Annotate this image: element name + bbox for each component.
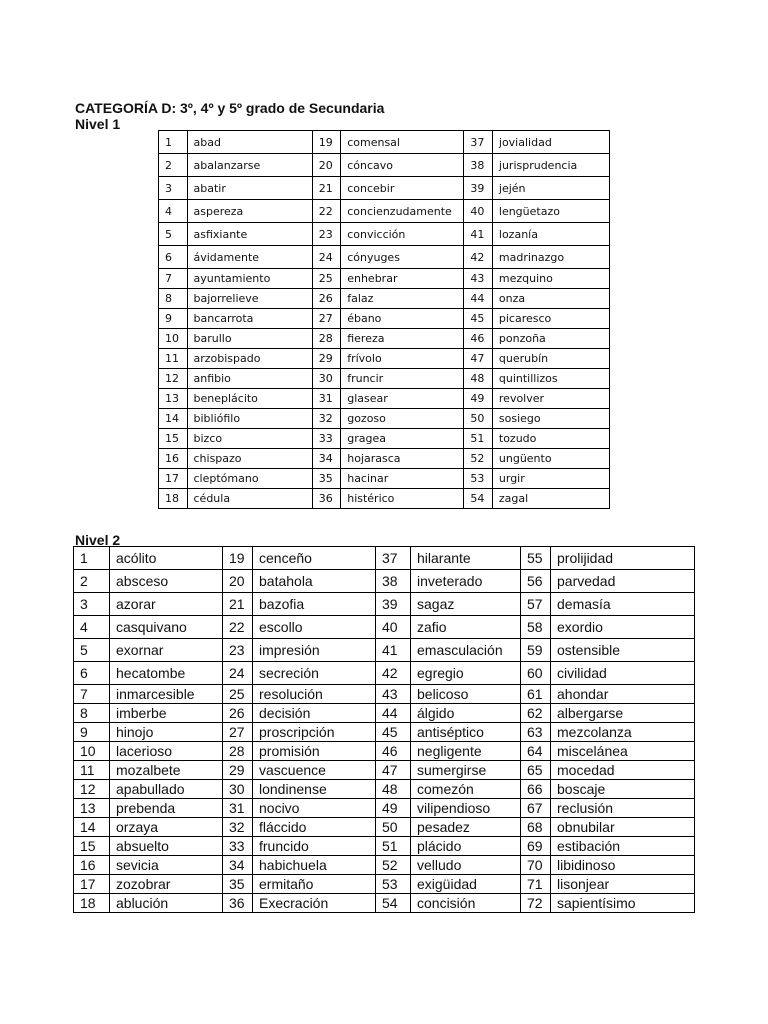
word-cell: jurisprudencia (492, 154, 609, 177)
table-row (159, 409, 610, 429)
table-row (74, 818, 695, 837)
table-row (159, 349, 610, 369)
word-number-cell: 34 (312, 449, 341, 469)
word-number-cell: 7 (74, 685, 110, 704)
word-number-cell: 30 (223, 780, 253, 799)
word-number-cell: 14 (74, 818, 110, 837)
word-cell: escollo (253, 616, 376, 639)
word-cell: antiséptico (411, 723, 521, 742)
word-number-cell: 25 (312, 269, 341, 289)
word-number-cell: 45 (376, 723, 411, 742)
word-cell: obnubilar (551, 818, 695, 837)
word-number-cell: 19 (312, 131, 341, 154)
word-cell: estibación (551, 837, 695, 856)
word-number-cell: 51 (464, 429, 493, 449)
word-cell: cóncavo (341, 154, 464, 177)
word-cell: velludo (411, 856, 521, 875)
table-row (74, 742, 695, 761)
word-number-cell: 21 (223, 593, 253, 616)
table-row (159, 389, 610, 409)
word-cell: querubín (492, 349, 609, 369)
word-number-cell: 6 (159, 246, 188, 269)
word-cell: imberbe (110, 704, 223, 723)
word-cell: cédula (187, 489, 312, 509)
level-1-word-table (158, 130, 610, 509)
word-cell: comezón (411, 780, 521, 799)
word-number-cell: 39 (376, 593, 411, 616)
word-cell: apabullado (110, 780, 223, 799)
word-number-cell: 27 (223, 723, 253, 742)
table-row (159, 177, 610, 200)
word-cell: beneplácito (187, 389, 312, 409)
word-cell: exornar (110, 639, 223, 662)
table-row (159, 200, 610, 223)
word-cell: concebir (341, 177, 464, 200)
word-cell: fruncido (253, 837, 376, 856)
word-number-cell: 57 (521, 593, 551, 616)
level-2-word-table (73, 546, 695, 913)
word-number-cell: 11 (74, 761, 110, 780)
word-cell: resolución (253, 685, 376, 704)
word-cell: ahondar (551, 685, 695, 704)
word-number-cell: 65 (521, 761, 551, 780)
document-title: CATEGORÍA D: 3º, 4º y 5º grado de Secundaria (75, 100, 385, 116)
word-cell: sevicia (110, 856, 223, 875)
word-cell: londinense (253, 780, 376, 799)
word-cell: chispazo (187, 449, 312, 469)
word-cell: prolijidad (551, 547, 695, 570)
word-number-cell: 67 (521, 799, 551, 818)
word-number-cell: 4 (159, 200, 188, 223)
word-number-cell: 43 (376, 685, 411, 704)
word-cell: sagaz (411, 593, 521, 616)
word-cell: boscaje (551, 780, 695, 799)
word-cell: enhebrar (341, 269, 464, 289)
word-number-cell: 18 (159, 489, 188, 509)
word-number-cell: 2 (74, 570, 110, 593)
word-cell: ablución (110, 894, 223, 913)
word-number-cell: 13 (74, 799, 110, 818)
word-cell: jején (492, 177, 609, 200)
word-cell: hilarante (411, 547, 521, 570)
word-number-cell: 1 (159, 131, 188, 154)
word-number-cell: 22 (223, 616, 253, 639)
word-number-cell: 53 (464, 469, 493, 489)
word-cell: egregio (411, 662, 521, 685)
word-cell: exigüidad (411, 875, 521, 894)
word-cell: sumergirse (411, 761, 521, 780)
word-cell: miscelánea (551, 742, 695, 761)
word-cell: barullo (187, 329, 312, 349)
word-number-cell: 32 (312, 409, 341, 429)
table-row (159, 246, 610, 269)
word-number-cell: 2 (159, 154, 188, 177)
word-number-cell: 29 (223, 761, 253, 780)
word-number-cell: 29 (312, 349, 341, 369)
word-cell: arzobispado (187, 349, 312, 369)
word-number-cell: 28 (223, 742, 253, 761)
word-number-cell: 44 (376, 704, 411, 723)
word-cell: sosiego (492, 409, 609, 429)
word-number-cell: 3 (74, 593, 110, 616)
word-cell: anfibio (187, 369, 312, 389)
table-row (159, 489, 610, 509)
word-number-cell: 47 (376, 761, 411, 780)
word-number-cell: 45 (464, 309, 493, 329)
word-number-cell: 8 (74, 704, 110, 723)
word-cell: negligente (411, 742, 521, 761)
word-cell: concisión (411, 894, 521, 913)
word-number-cell: 59 (521, 639, 551, 662)
word-number-cell: 43 (464, 269, 493, 289)
word-cell: frívolo (341, 349, 464, 369)
word-cell: revolver (492, 389, 609, 409)
word-cell: lengüetazo (492, 200, 609, 223)
word-number-cell: 41 (464, 223, 493, 246)
word-number-cell: 7 (159, 269, 188, 289)
word-number-cell: 46 (464, 329, 493, 349)
word-number-cell: 64 (521, 742, 551, 761)
word-cell: hecatombe (110, 662, 223, 685)
word-cell: ponzoña (492, 329, 609, 349)
word-number-cell: 16 (74, 856, 110, 875)
table-row (159, 469, 610, 489)
word-number-cell: 56 (521, 570, 551, 593)
word-number-cell: 26 (223, 704, 253, 723)
word-cell: mezquino (492, 269, 609, 289)
word-number-cell: 20 (312, 154, 341, 177)
word-number-cell: 18 (74, 894, 110, 913)
word-number-cell: 61 (521, 685, 551, 704)
word-number-cell: 14 (159, 409, 188, 429)
word-number-cell: 24 (223, 662, 253, 685)
word-cell: impresión (253, 639, 376, 662)
word-number-cell: 66 (521, 780, 551, 799)
word-cell: exordio (551, 616, 695, 639)
table-row (159, 131, 610, 154)
word-number-cell: 32 (223, 818, 253, 837)
word-cell: mezcolanza (551, 723, 695, 742)
word-cell: aspereza (187, 200, 312, 223)
table-row (159, 369, 610, 389)
word-cell: acólito (110, 547, 223, 570)
word-number-cell: 8 (159, 289, 188, 309)
word-cell: cleptómano (187, 469, 312, 489)
word-number-cell: 48 (376, 780, 411, 799)
word-cell: absuelto (110, 837, 223, 856)
word-number-cell: 12 (159, 369, 188, 389)
word-cell: zagal (492, 489, 609, 509)
word-number-cell: 25 (223, 685, 253, 704)
word-number-cell: 35 (312, 469, 341, 489)
word-cell: glasear (341, 389, 464, 409)
word-number-cell: 9 (74, 723, 110, 742)
table-row (74, 570, 695, 593)
word-number-cell: 1 (74, 547, 110, 570)
word-cell: ostensible (551, 639, 695, 662)
word-number-cell: 22 (312, 200, 341, 223)
word-cell: gozoso (341, 409, 464, 429)
word-number-cell: 23 (312, 223, 341, 246)
word-number-cell: 47 (464, 349, 493, 369)
word-number-cell: 58 (521, 616, 551, 639)
word-cell: civilidad (551, 662, 695, 685)
table-row (159, 269, 610, 289)
word-cell: promisión (253, 742, 376, 761)
table-row (74, 616, 695, 639)
word-number-cell: 6 (74, 662, 110, 685)
word-number-cell: 35 (223, 875, 253, 894)
word-number-cell: 40 (464, 200, 493, 223)
table-row (74, 856, 695, 875)
word-cell: urgir (492, 469, 609, 489)
word-cell: bancarrota (187, 309, 312, 329)
word-number-cell: 36 (223, 894, 253, 913)
word-number-cell: 60 (521, 662, 551, 685)
word-cell: fláccido (253, 818, 376, 837)
word-number-cell: 48 (464, 369, 493, 389)
word-cell: ungüento (492, 449, 609, 469)
word-cell: vilipendioso (411, 799, 521, 818)
word-cell: inveterado (411, 570, 521, 593)
word-number-cell: 26 (312, 289, 341, 309)
word-number-cell: 62 (521, 704, 551, 723)
word-cell: álgido (411, 704, 521, 723)
word-number-cell: 34 (223, 856, 253, 875)
table-row (159, 289, 610, 309)
word-cell: bajorrelieve (187, 289, 312, 309)
word-cell: hinojo (110, 723, 223, 742)
word-cell: mozalbete (110, 761, 223, 780)
word-cell: inmarcesible (110, 685, 223, 704)
word-number-cell: 70 (521, 856, 551, 875)
word-cell: jovialidad (492, 131, 609, 154)
word-cell: libidinoso (551, 856, 695, 875)
word-cell: decisión (253, 704, 376, 723)
table-row (74, 761, 695, 780)
word-number-cell: 54 (376, 894, 411, 913)
word-cell: lisonjear (551, 875, 695, 894)
word-number-cell: 40 (376, 616, 411, 639)
word-number-cell: 49 (464, 389, 493, 409)
word-cell: belicoso (411, 685, 521, 704)
word-number-cell: 31 (223, 799, 253, 818)
word-cell: cónyuges (341, 246, 464, 269)
word-cell: asfixiante (187, 223, 312, 246)
word-number-cell: 5 (74, 639, 110, 662)
word-number-cell: 11 (159, 349, 188, 369)
word-cell: ávidamente (187, 246, 312, 269)
word-cell: nocivo (253, 799, 376, 818)
word-cell: mocedad (551, 761, 695, 780)
word-number-cell: 16 (159, 449, 188, 469)
word-cell: ayuntamiento (187, 269, 312, 289)
word-cell: lacerioso (110, 742, 223, 761)
table-row (74, 662, 695, 685)
table-row (74, 875, 695, 894)
word-cell: casquivano (110, 616, 223, 639)
word-cell: picaresco (492, 309, 609, 329)
word-number-cell: 52 (464, 449, 493, 469)
word-cell: batahola (253, 570, 376, 593)
word-cell: zozobrar (110, 875, 223, 894)
word-number-cell: 68 (521, 818, 551, 837)
word-number-cell: 50 (464, 409, 493, 429)
word-number-cell: 13 (159, 389, 188, 409)
table-row (74, 639, 695, 662)
table-row (159, 154, 610, 177)
word-number-cell: 5 (159, 223, 188, 246)
word-cell: abad (187, 131, 312, 154)
word-number-cell: 69 (521, 837, 551, 856)
word-number-cell: 49 (376, 799, 411, 818)
word-number-cell: 31 (312, 389, 341, 409)
word-number-cell: 41 (376, 639, 411, 662)
word-cell: quintillizos (492, 369, 609, 389)
table-row (74, 780, 695, 799)
table-row (74, 799, 695, 818)
word-number-cell: 12 (74, 780, 110, 799)
word-cell: ermitaño (253, 875, 376, 894)
table-row (74, 685, 695, 704)
word-cell: bazofia (253, 593, 376, 616)
table-row (159, 429, 610, 449)
word-number-cell: 42 (464, 246, 493, 269)
word-number-cell: 4 (74, 616, 110, 639)
word-cell: hojarasca (341, 449, 464, 469)
table-row (159, 309, 610, 329)
table-row (159, 223, 610, 246)
word-cell: concienzudamente (341, 200, 464, 223)
table-row (159, 329, 610, 349)
word-cell: bibliófilo (187, 409, 312, 429)
word-number-cell: 15 (74, 837, 110, 856)
word-number-cell: 44 (464, 289, 493, 309)
word-number-cell: 30 (312, 369, 341, 389)
table-row (74, 704, 695, 723)
word-cell: zafio (411, 616, 521, 639)
word-cell: secreción (253, 662, 376, 685)
word-cell: histérico (341, 489, 464, 509)
word-cell: fruncir (341, 369, 464, 389)
word-number-cell: 33 (312, 429, 341, 449)
word-number-cell: 50 (376, 818, 411, 837)
word-number-cell: 21 (312, 177, 341, 200)
word-cell: falaz (341, 289, 464, 309)
word-cell: tozudo (492, 429, 609, 449)
word-number-cell: 28 (312, 329, 341, 349)
table-row (74, 547, 695, 570)
word-number-cell: 3 (159, 177, 188, 200)
word-number-cell: 55 (521, 547, 551, 570)
word-cell: prebenda (110, 799, 223, 818)
word-cell: madrinazgo (492, 246, 609, 269)
word-number-cell: 20 (223, 570, 253, 593)
word-cell: abalanzarse (187, 154, 312, 177)
word-number-cell: 37 (376, 547, 411, 570)
word-cell: abatir (187, 177, 312, 200)
word-number-cell: 38 (464, 154, 493, 177)
word-number-cell: 10 (74, 742, 110, 761)
word-number-cell: 51 (376, 837, 411, 856)
table-row (74, 894, 695, 913)
word-number-cell: 17 (74, 875, 110, 894)
word-cell: sapientísimo (551, 894, 695, 913)
word-number-cell: 54 (464, 489, 493, 509)
word-number-cell: 36 (312, 489, 341, 509)
word-number-cell: 27 (312, 309, 341, 329)
word-cell: convicción (341, 223, 464, 246)
word-cell: vascuence (253, 761, 376, 780)
word-cell: pesadez (411, 818, 521, 837)
table-row (159, 449, 610, 469)
word-cell: hacinar (341, 469, 464, 489)
word-cell: emasculación (411, 639, 521, 662)
word-cell: onza (492, 289, 609, 309)
word-number-cell: 15 (159, 429, 188, 449)
word-number-cell: 42 (376, 662, 411, 685)
word-cell: albergarse (551, 704, 695, 723)
word-number-cell: 24 (312, 246, 341, 269)
table-row (74, 593, 695, 616)
word-cell: reclusión (551, 799, 695, 818)
word-number-cell: 17 (159, 469, 188, 489)
level-2-heading: Nivel 2 (75, 532, 121, 548)
table-row (74, 723, 695, 742)
word-number-cell: 37 (464, 131, 493, 154)
word-number-cell: 38 (376, 570, 411, 593)
word-cell: demasía (551, 593, 695, 616)
word-number-cell: 33 (223, 837, 253, 856)
word-number-cell: 19 (223, 547, 253, 570)
word-cell: proscripción (253, 723, 376, 742)
table-row (74, 837, 695, 856)
word-cell: comensal (341, 131, 464, 154)
word-number-cell: 63 (521, 723, 551, 742)
word-number-cell: 71 (521, 875, 551, 894)
word-cell: absceso (110, 570, 223, 593)
word-cell: lozanía (492, 223, 609, 246)
level-1-heading: Nivel 1 (75, 116, 121, 132)
word-cell: azorar (110, 593, 223, 616)
word-cell: parvedad (551, 570, 695, 593)
word-cell: habichuela (253, 856, 376, 875)
word-cell: ébano (341, 309, 464, 329)
word-number-cell: 46 (376, 742, 411, 761)
word-cell: bizco (187, 429, 312, 449)
word-number-cell: 52 (376, 856, 411, 875)
word-number-cell: 23 (223, 639, 253, 662)
word-number-cell: 53 (376, 875, 411, 894)
word-cell: gragea (341, 429, 464, 449)
word-number-cell: 9 (159, 309, 188, 329)
word-number-cell: 39 (464, 177, 493, 200)
word-cell: orzaya (110, 818, 223, 837)
word-cell: Execración (253, 894, 376, 913)
word-cell: plácido (411, 837, 521, 856)
word-number-cell: 10 (159, 329, 188, 349)
word-number-cell: 72 (521, 894, 551, 913)
word-cell: cenceño (253, 547, 376, 570)
word-cell: fiereza (341, 329, 464, 349)
